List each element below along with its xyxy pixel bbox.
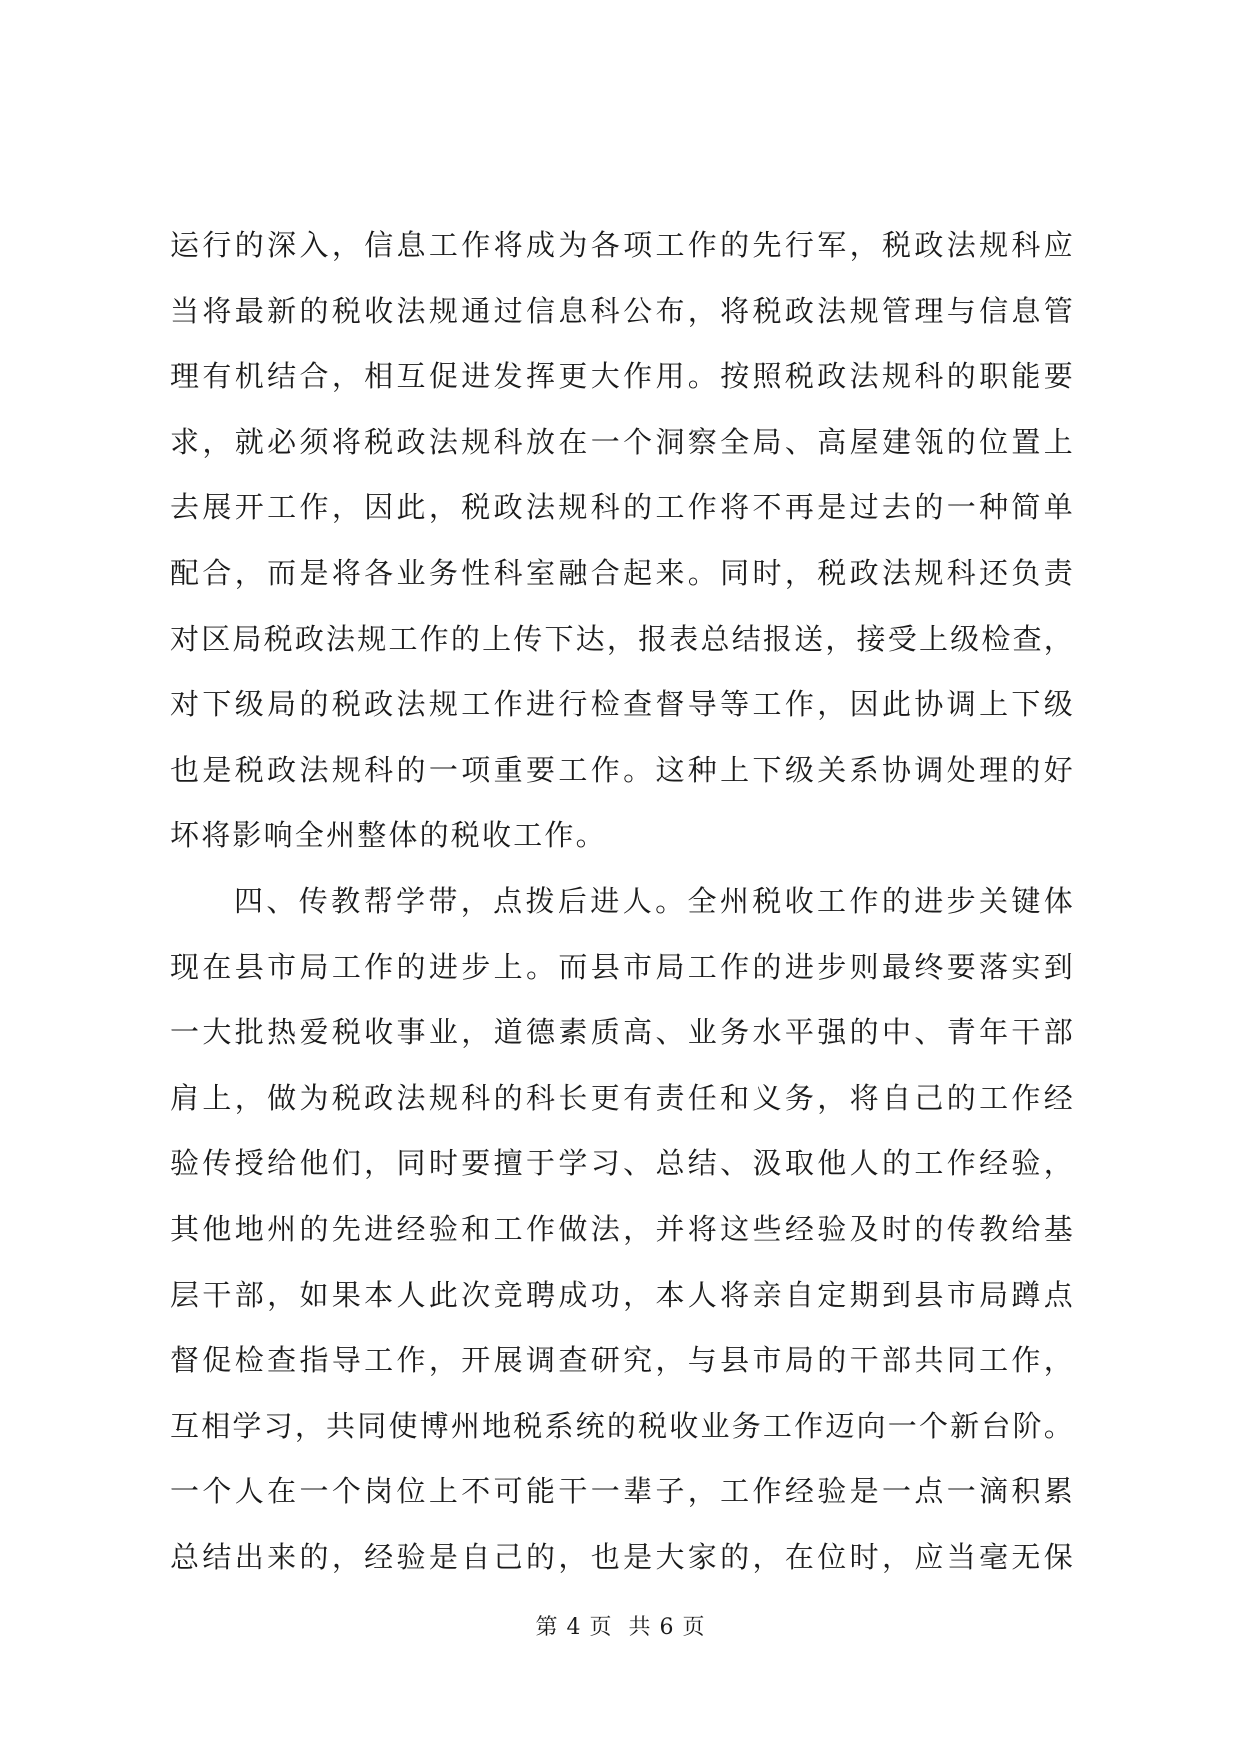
text-line: 一个人在一个岗位上不可能干一辈子，工作经验是一点一滴积累	[170, 1476, 1075, 1509]
text-line: 求，就必须将税政法规科放在一个洞察全局、高屋建瓴的位置上	[170, 426, 1075, 459]
body-text	[170, 230, 1075, 1607]
page-footer	[0, 1610, 1241, 1641]
paragraph-start-line: 四、传教帮学带，点拨后进人。全州税收工作的进步关键体	[234, 885, 1075, 918]
text-line: 总结出来的，经验是自己的，也是大家的，在位时，应当毫无保	[170, 1541, 1075, 1574]
text-line: 其他地州的先进经验和工作做法，并将这些经验及时的传教给基	[170, 1213, 1075, 1246]
text-line: 去展开工作，因此，税政法规科的工作将不再是过去的一种简单	[170, 492, 1075, 525]
text-line: 肩上，做为税政法规科的科长更有责任和义务，将自己的工作经	[170, 1082, 1075, 1115]
text-line: 坏将影响全州整体的税收工作。	[170, 820, 607, 853]
text-line: 运行的深入，信息工作将成为各项工作的先行军，税政法规科应	[170, 230, 1075, 262]
text-line: 督促检查指导工作，开展调查研究，与县市局的干部共同工作，	[170, 1345, 1075, 1378]
text-line: 层干部，如果本人此次竞聘成功，本人将亲自定期到县市局蹲点	[170, 1279, 1075, 1312]
text-line: 当将最新的税收法规通过信息科公布，将税政法规管理与信息管	[170, 295, 1075, 328]
text-line: 对区局税政法规工作的上传下达，报表总结报送，接受上级检查，	[170, 623, 1075, 656]
text-line: 一大批热爱税收事业，道德素质高、业务水平强的中、青年干部	[170, 1017, 1075, 1050]
text-line: 验传授给他们，同时要擅于学习、总结、汲取他人的工作经验，	[170, 1148, 1075, 1181]
text-line: 互相学习，共同使博州地税系统的税收业务工作迈向一个新台阶。	[170, 1410, 1075, 1443]
text-line: 配合，而是将各业务性科室融合起来。同时，税政法规科还负责	[170, 557, 1075, 590]
text-line: 现在县市局工作的进步上。而县市局工作的进步则最终要落实到	[170, 951, 1075, 984]
text-line: 理有机结合，相互促进发挥更大作用。按照税政法规科的职能要	[170, 361, 1075, 394]
page-number-label: 第 4 页 共 6 页	[535, 1615, 706, 1640]
text-line: 也是税政法规科的一项重要工作。这种上下级关系协调处理的好	[170, 754, 1075, 787]
text-line: 对下级局的税政法规工作进行检查督导等工作，因此协调上下级	[170, 689, 1075, 722]
